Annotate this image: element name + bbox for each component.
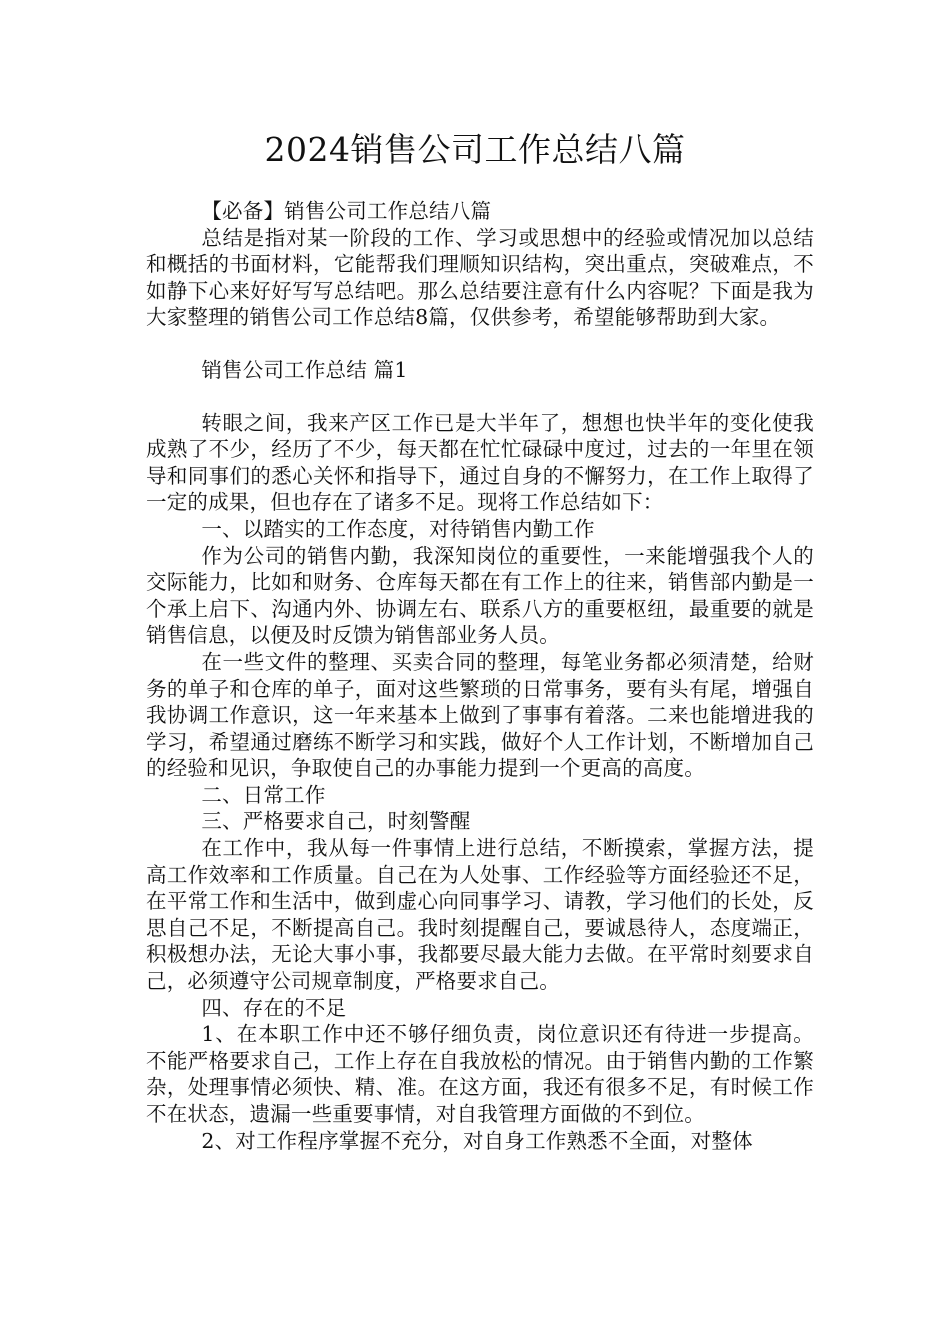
subheading: 一、以踏实的工作态度，对待销售内勤工作 [201, 516, 595, 541]
document-title: 2024销售公司工作总结八篇 [264, 130, 686, 169]
paragraph: 在工作中，我从每一件事情上进行总结，不断摸索，掌握方法，提高工作效率和工作质量。自己在为人处事、工作经验等方面经验还不足，在平常工作和生活中，做到虚心向同事学习、请教，学习他们的长处，反思自己不足，不断提高自己。我时刻提醒自己，要诚恳待人，态度端正，积极想办法，无论大事小事，我都要尽最大能力去做。在平常时刻要求自己，必须遵守公司规章制度，严格要求自己。 [146, 836, 814, 994]
paragraph: 在一些文件的整理、买卖合同的整理，每笔业务都必须清楚，给财务的单子和仓库的单子，面对这些繁琐的日常事务，要有头有尾，增强自我协调工作意识，这一年来基本上做到了事事有着落。二来也能增进我的学习，希望通过磨练不断学习和实践，做好个人工作计划，不断增加自己的经验和见识，争取使自己的办事能力提到一个更高的高度。 [146, 649, 814, 781]
paragraph: 1、在本职工作中还不够仔细负责，岗位意识还有待进一步提高。不能严格要求自己，工作上存在自我放松的情况。由于销售内勤的工作繁杂，处理事情必须快、精、准。在这方面，我还有很多不足，有时候工作不在状态，遗漏一些重要事情，对自我管理方面做的不到位。 [146, 1022, 814, 1126]
subheading: 三、严格要求自己，时刻警醒 [201, 809, 471, 834]
intro-paragraph: 总结是指对某一阶段的工作、学习或思想中的经验或情况加以总结和概括的书面材料，它能帮我们理顺知识结构，突出重点，突破难点，不如静下心来好好写写总结吧。那么总结要注意有什么内容呢？下面是我为大家整理的销售公司工作总结8篇，仅供参考，希望能够帮助到大家。 [146, 225, 814, 330]
section-heading: 销售公司工作总结 篇1 [201, 357, 408, 382]
paragraph: 作为公司的销售内勤，我深知岗位的重要性，一来能增强我个人的交际能力，比如和财务、仓库每天都在有工作上的往来，销售部内勤是一个承上启下、沟通内外、协调左右、联系八方的重要枢纽，最重要的就是销售信息，以便及时反馈为销售部业务人员。 [146, 543, 814, 648]
subheading: 二、日常工作 [201, 782, 326, 807]
paragraph: 转眼之间，我来产区工作已是大半年了，想想也快半年的变化使我成熟了不少，经历了不少，每天都在忙忙碌碌中度过，过去的一年里在领导和同事们的悉心关怀和指导下，通过自身的不懈努力，在工作上取得了一定的成果，但也存在了诸多不足。现将工作总结如下： [146, 410, 814, 515]
document-body [146, 198, 814, 1154]
paragraph: 2、对工作程序掌握不充分，对自身工作熟悉不全面，对整体 [201, 1128, 753, 1153]
intro-heading: 【必备】销售公司工作总结八篇 [201, 199, 492, 223]
subheading: 四、存在的不足 [201, 995, 347, 1020]
